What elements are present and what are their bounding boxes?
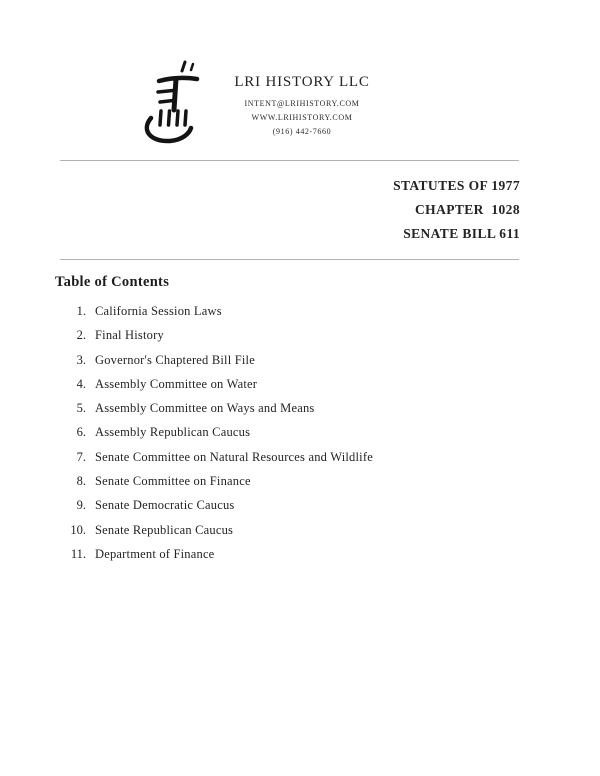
company-phone: (916) 442-7660 [272, 127, 332, 136]
toc-item [58, 450, 538, 474]
toc-item [58, 425, 538, 449]
company-email: INTENT@LRIHISTORY.COM [244, 99, 360, 108]
company-website: WWW.LRIHISTORY.COM [251, 113, 353, 122]
statute-reference-block [393, 178, 520, 250]
toc-item [58, 328, 538, 352]
toc-item-label: Senate Committee on Finance [95, 474, 251, 489]
toc-item-number: 7. [76, 449, 86, 464]
toc-item-number: 4. [76, 376, 86, 391]
toc-item-label: Senate Democratic Caucus [95, 498, 235, 513]
toc-item-number: 9. [76, 498, 86, 513]
toc-item [58, 547, 538, 571]
company-name: LRI HISTORY LLC [234, 74, 370, 90]
toc-item-label: Assembly Committee on Ways and Means [95, 401, 315, 416]
horizontal-rule-top [60, 160, 519, 161]
toc-item-number: 3. [76, 352, 86, 367]
chapter-line: CHAPTER 1028 [415, 202, 520, 217]
toc-item-number: 8. [76, 474, 86, 489]
toc-item-label: Senate Republican Caucus [95, 522, 234, 537]
toc-item-label: Department of Finance [95, 546, 215, 561]
toc-item [58, 523, 538, 547]
toc-item [58, 353, 538, 377]
toc-item-label: Governor's Chaptered Bill File [95, 352, 255, 367]
toc-item [58, 304, 538, 328]
lri-brush-logo-icon [138, 58, 216, 148]
toc-item-label: Assembly Republican Caucus [95, 425, 251, 440]
toc-item-label: Final History [95, 328, 164, 343]
toc-item-number: 5. [76, 401, 86, 416]
toc-item-number: 6. [76, 425, 86, 440]
toc-item [58, 377, 538, 401]
letterhead [222, 74, 382, 136]
toc-list [58, 304, 538, 571]
toc-item-number: 1. [76, 304, 86, 318]
senate-bill-line: SENATE BILL 611 [403, 226, 520, 241]
toc-item-number: 2. [76, 328, 86, 343]
toc-item-number: 11. [70, 546, 86, 561]
toc-item-label: Senate Committee on Natural Resources and Wildlife [95, 449, 373, 464]
toc-item [58, 401, 538, 425]
toc-item-label: Assembly Committee on Water [95, 376, 258, 391]
toc-heading: Table of Contents [55, 274, 170, 290]
toc-item [58, 474, 538, 498]
toc-item-number: 10. [70, 522, 86, 537]
horizontal-rule-bottom [60, 259, 519, 260]
toc-item [58, 498, 538, 522]
statutes-year-line: STATUTES OF 1977 [393, 178, 520, 193]
toc-item-label: California Session Laws [95, 304, 222, 318]
